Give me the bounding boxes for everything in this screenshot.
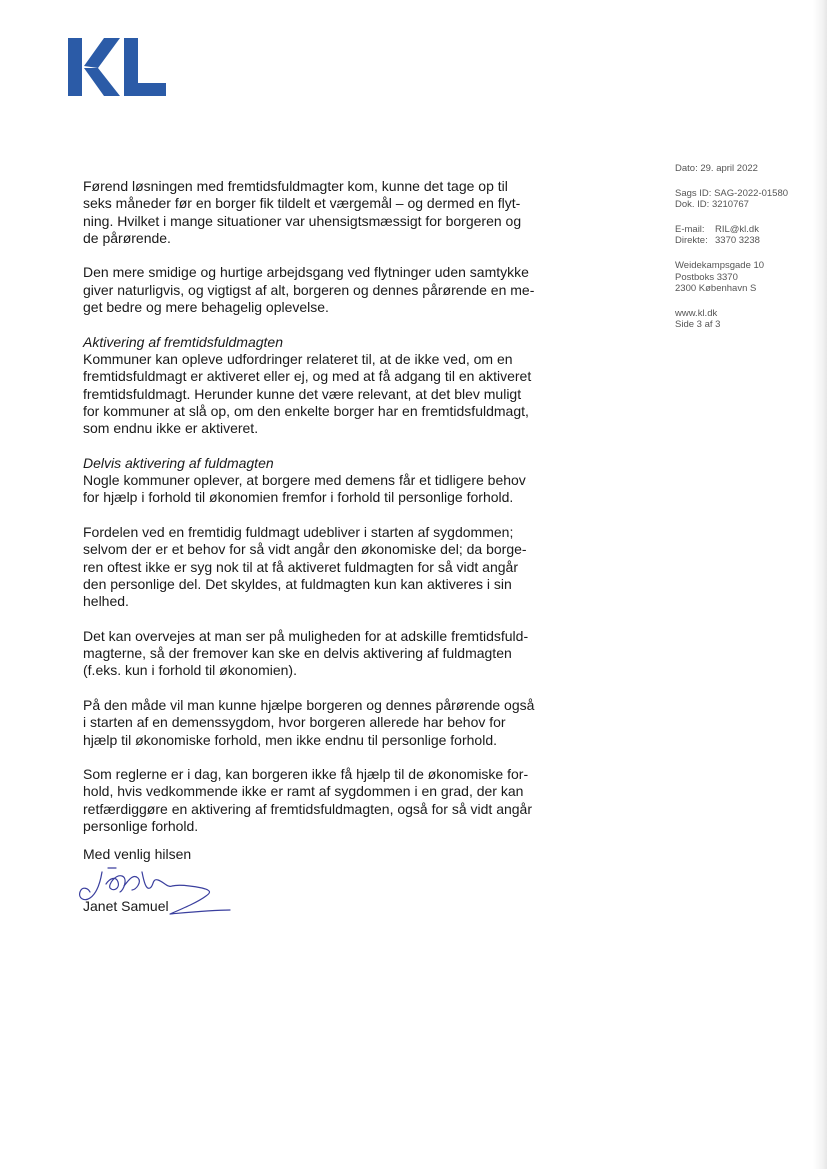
email-value[interactable]: RIL@kl.dk (715, 223, 759, 235)
paragraph: Som reglerne er i dag, kan borgeren ikke få hjælp til de økonomiske for- hold, hvis vedkommende ikke er ramt af sygdommen i en grad, der kan retfærdiggøre en aktivering af fremtidsfuldmagten, også for så vidt angår personlige forhold. (83, 766, 532, 834)
paragraph: Det kan overvejes at man ser på muligheden for at adskille fremtidsfuld- magterne, så der fremover kan ske en delvis aktivering af fuldmagten (f.eks. kun i forhold til økonomien). (83, 627, 529, 679)
date-value: 29. april 2022 (700, 163, 758, 174)
doc-id-value: 3210767 (711, 199, 749, 211)
direct-phone-label: Direkte: (675, 235, 708, 247)
address-line: 2300 København S (675, 283, 757, 295)
paragraph: Den mere smidige og hurtige arbejdsgang ved flytninger uden samtykke giver naturligvis, og vigtigst af alt, borgeren og dennes pårørende en me- get bedre og mere behagelig oplevelse. (83, 264, 535, 316)
kl-logo (68, 38, 168, 98)
paragraph: På den måde vil man kunne hjælpe borgeren og dennes pårørende også i starten af en demenssygdom, hvor borgeren allerede har behov for hjælp til økonomiske forhold, men ikke endnu til personlige forhold. (83, 696, 535, 748)
paragraph: Nogle kommuner oplever, at borgere med demens får et tidligere behov for hjælp i forhold til økonomien fremfor i forhold til personlige forhold. (83, 472, 526, 506)
signer-name: Janet Samuel (83, 898, 169, 914)
document-metadata (675, 163, 815, 344)
email-label: E-mail: (675, 223, 705, 235)
letter-body (83, 178, 558, 853)
paragraph: Førend løsningen med fremtidsfuldmagter kom, kunne det tage op til seks måneder før en borger fik tildelt et værgemål – og dermed en flyt- ning. Hvilket i mange situationer var uhensigtsmæssigt for borgeren og de pårørende. (83, 178, 522, 246)
address-line: Postboks 3370 (675, 271, 738, 283)
case-id-value: SAG-2022-01580 (714, 187, 789, 199)
handwritten-signature (72, 864, 232, 924)
direct-phone-row (675, 235, 815, 247)
closing-greeting: Med venlig hilsen (83, 846, 192, 862)
date-label: Dato: (675, 163, 698, 174)
case-id-row (675, 188, 815, 200)
page-number: Side 3 af 3 (675, 319, 721, 331)
paragraph: Fordelen ved en fremtidig fuldmagt udebliver i starten af sygdommen; selvom der er et behov for så vidt angår den økonomiske del; da borge- ren oftest ikke er syg nok til at få aktiveret fuldmagten for så vidt angår den personlige del. Det skyldes, at fuldmagten kun kan aktiveres i sin helhed. (83, 523, 527, 610)
doc-id-row (675, 199, 815, 211)
case-id-label: Sags ID: (675, 187, 712, 199)
page-edge-shadow (813, 0, 827, 1169)
email-row (675, 224, 815, 236)
address (675, 260, 815, 295)
doc-id-label: Dok. ID: (675, 199, 710, 211)
address-line: Weidekampsgade 10 (675, 259, 765, 271)
section-heading: Aktivering af fremtidsfuldmagten (83, 333, 283, 350)
direct-phone-value: 3370 3238 (715, 235, 760, 247)
website-link[interactable]: www.kl.dk (675, 307, 718, 319)
section-heading: Delvis aktivering af fuldmagten (83, 454, 274, 471)
date-row (675, 163, 815, 175)
paragraph: Kommuner kan opleve udfordringer relateret til, at de ikke ved, om en fremtidsfuldmagt er aktiveret eller ej, og med at få adgang til en aktiveret fremtidsfuldmagt. Herunder kunne det være relevant, at det blev muligt for kommuner at slå op, om den enkelte borger har en fremtidsfuldmagt, som endnu ikke er aktiveret. (83, 350, 532, 437)
